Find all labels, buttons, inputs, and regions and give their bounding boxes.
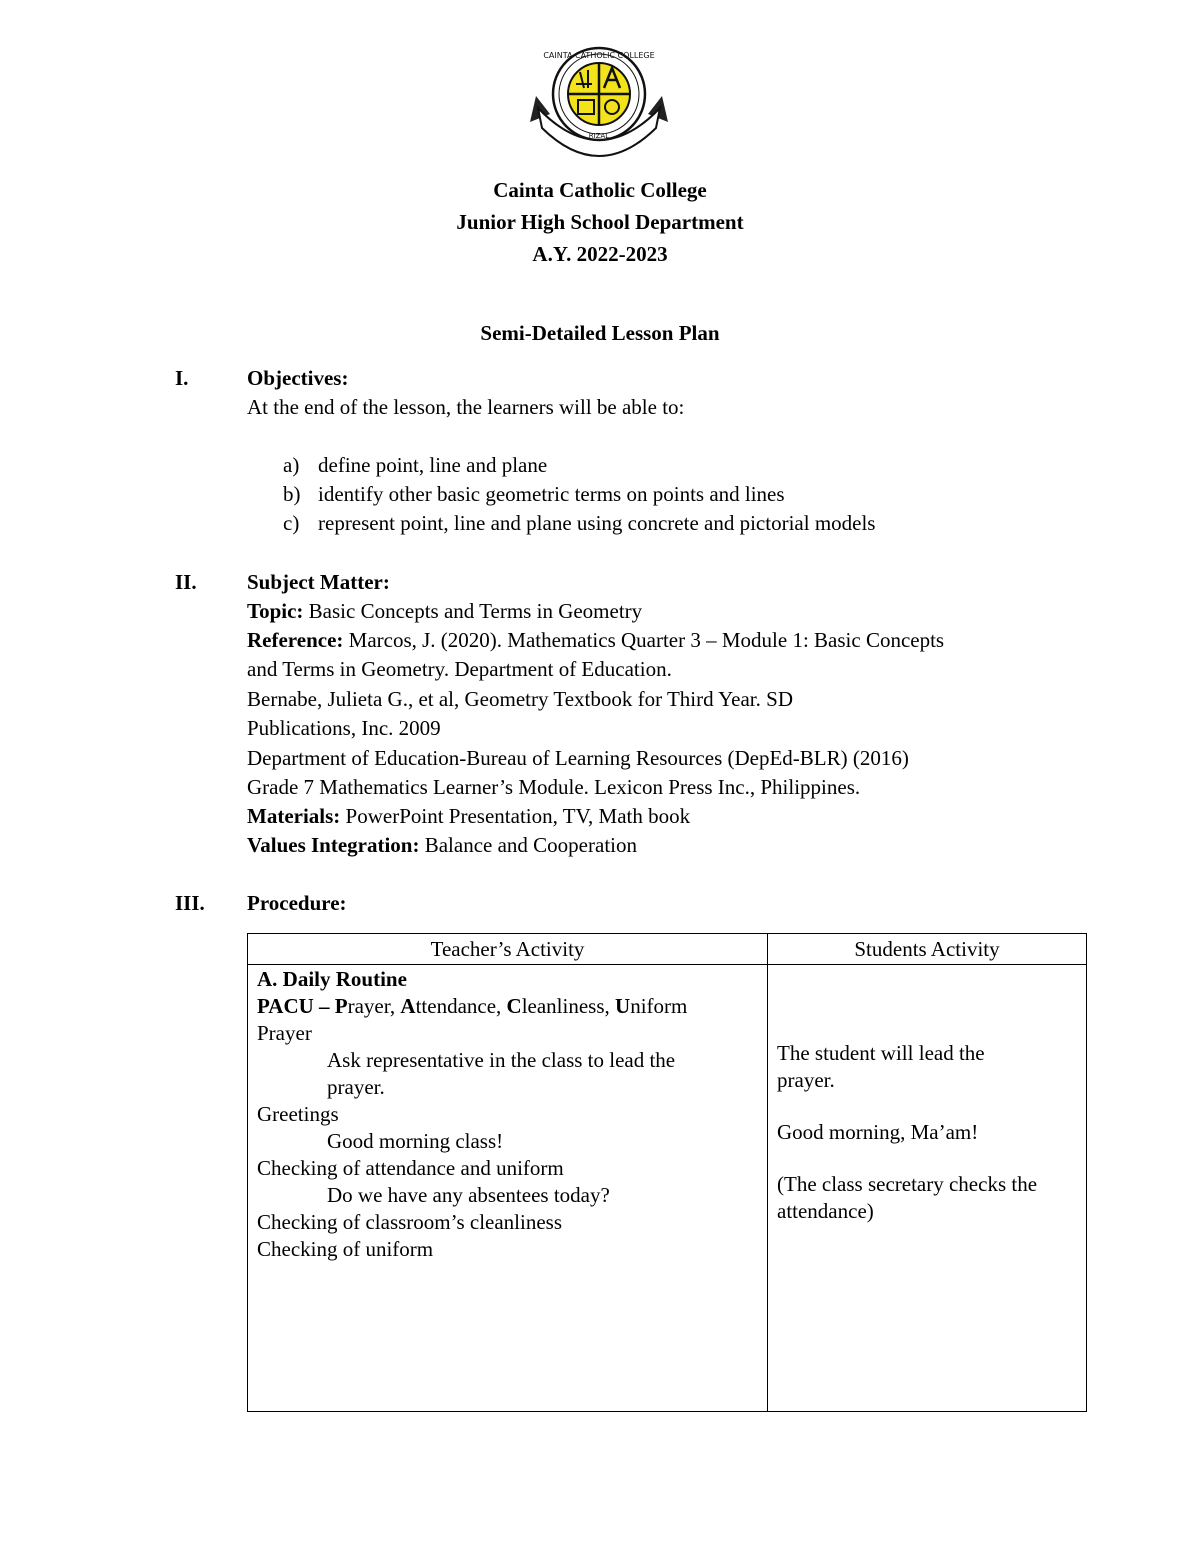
objective-item-b: identify other basic geometric terms on points and lines xyxy=(318,482,785,506)
logo-text-top: CAINTA CATHOLIC COLLEGE xyxy=(543,51,655,60)
students-activity-cell xyxy=(768,965,1087,1412)
teacher-activity-header: Teacher’s Activity xyxy=(248,934,768,965)
objectives-heading: Objectives: xyxy=(247,366,349,390)
pacu-w1b: P xyxy=(334,994,348,1018)
procedure-table xyxy=(247,933,1087,1412)
reference-line-6: Grade 7 Mathematics Learner’s Module. Lexicon Press Inc., Philippines. xyxy=(247,775,861,799)
objective-item-c: represent point, line and plane using concrete and pictorial models xyxy=(318,511,876,535)
school-name: Cainta Catholic College xyxy=(493,178,707,202)
objectives-numeral: I. xyxy=(175,366,189,390)
student-response-1a: The student will lead the xyxy=(777,1041,985,1065)
objective-item-a: define point, line and plane xyxy=(318,453,548,477)
procedure-heading: Procedure: xyxy=(247,891,347,915)
pacu-w3b: C xyxy=(506,994,522,1018)
pacu-w1: rayer, xyxy=(347,994,401,1018)
greetings-detail: Good morning class! xyxy=(327,1129,504,1153)
student-response-3b: attendance) xyxy=(777,1199,874,1223)
reference-line-2: and Terms in Geometry. Department of Education. xyxy=(247,657,672,681)
objective-marker-c: c) xyxy=(283,511,300,535)
materials-value: PowerPoint Presentation, TV, Math book xyxy=(340,804,691,828)
procedure-table-row xyxy=(248,965,1087,1412)
reference-line-3: Bernabe, Julieta G., et al, Geometry Textbook for Third Year. SD xyxy=(247,687,793,711)
objective-marker-a: a) xyxy=(283,453,300,477)
reference-line-5: Department of Education-Bureau of Learning Resources (DepEd-BLR) (2016) xyxy=(247,746,909,770)
prayer-detail-2: prayer. xyxy=(327,1075,385,1099)
pacu-w4: niform xyxy=(630,994,688,1018)
attendance-detail: Do we have any absentees today? xyxy=(327,1183,610,1207)
procedure-numeral: III. xyxy=(175,891,205,915)
topic-line xyxy=(247,599,642,624)
cleanliness-label: Checking of classroom’s cleanliness xyxy=(257,1210,563,1234)
prayer-detail-1: Ask representative in the class to lead the xyxy=(327,1048,676,1072)
logo-text-bottom: RIZAL xyxy=(588,132,610,140)
objective-marker-b: b) xyxy=(283,482,301,506)
school-logo xyxy=(528,44,670,160)
subject-matter-heading: Subject Matter: xyxy=(247,570,390,594)
values-label: Values Integration: xyxy=(247,833,420,857)
teacher-activity-cell xyxy=(248,965,768,1412)
topic-label: Topic: xyxy=(247,599,304,623)
reference-line-4: Publications, Inc. 2009 xyxy=(247,716,441,740)
students-activity-header: Students Activity xyxy=(768,934,1087,965)
reference-line-1: Marcos, J. (2020). Mathematics Quarter 3 – Module 1: Basic Concepts xyxy=(343,628,945,652)
pacu-w2b: A xyxy=(400,994,416,1018)
subject-matter-numeral: II. xyxy=(175,570,197,594)
uniform-label: Checking of uniform xyxy=(257,1237,434,1261)
pacu-line xyxy=(257,993,687,1020)
materials-label: Materials: xyxy=(247,804,341,828)
reference-label: Reference: xyxy=(247,628,344,652)
pacu-w4b: U xyxy=(615,994,631,1018)
reference-line xyxy=(247,628,944,653)
academic-year: A.Y. 2022-2023 xyxy=(532,242,668,266)
topic-value: Basic Concepts and Terms in Geometry xyxy=(303,599,643,623)
attendance-label: Checking of attendance and uniform xyxy=(257,1156,564,1180)
procedure-table-header xyxy=(248,934,1087,965)
department-name: Junior High School Department xyxy=(456,210,744,234)
prayer-label: Prayer xyxy=(257,1021,312,1045)
values-line xyxy=(247,833,637,858)
student-response-3a: (The class secretary checks the xyxy=(777,1172,1038,1196)
daily-routine-heading: A. Daily Routine xyxy=(257,967,407,991)
pacu-rest: ACU – xyxy=(268,994,335,1018)
values-value: Balance and Cooperation xyxy=(419,833,637,857)
objectives-intro: At the end of the lesson, the learners will be able to: xyxy=(247,395,685,419)
student-response-2: Good morning, Ma’am! xyxy=(777,1120,979,1144)
pacu-w3: leanliness, xyxy=(521,994,616,1018)
document-title: Semi-Detailed Lesson Plan xyxy=(480,321,720,345)
greetings-label: Greetings xyxy=(257,1102,339,1126)
student-response-1b: prayer. xyxy=(777,1068,835,1092)
pacu-w2: ttendance, xyxy=(415,994,507,1018)
materials-line xyxy=(247,804,690,829)
pacu-p: P xyxy=(257,994,269,1018)
